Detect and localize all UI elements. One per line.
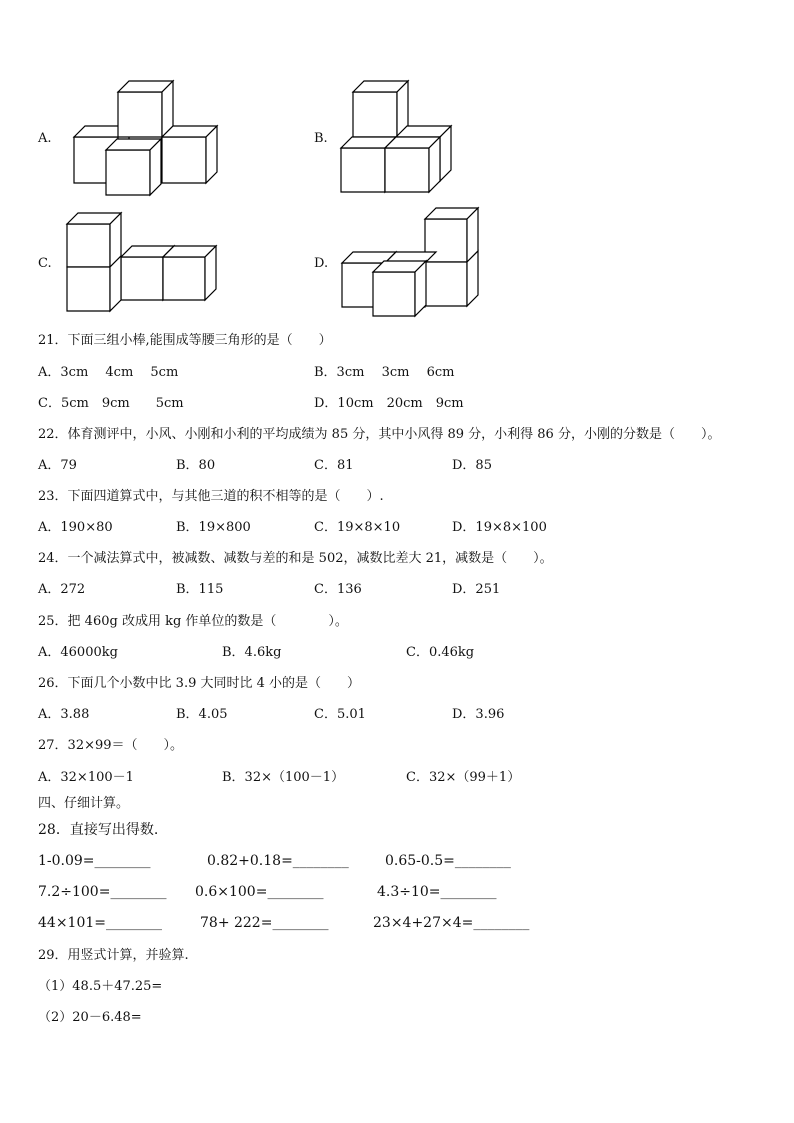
question-22-option-a[interactable]: A．79 — [38, 458, 77, 473]
question-25-option-b[interactable]: B．4.6kg — [222, 645, 282, 660]
question-29-title: 29．用竖式计算，并验算. — [38, 948, 189, 963]
cube-b-top — [353, 81, 408, 137]
question-27-option-a[interactable]: A．32×100－1 — [38, 770, 134, 785]
calc-item[interactable]: 1-0.09=________ — [38, 853, 151, 869]
option-b-label: B. — [314, 131, 328, 146]
question-26-option-d[interactable]: D．3.96 — [452, 707, 505, 722]
question-27-stem: 27．32×99＝（ ）。 — [38, 738, 184, 753]
question-27-option-c[interactable]: C．32×（99＋1） — [406, 770, 521, 785]
question-25-option-a[interactable]: A．46000kg — [38, 645, 118, 660]
question-26-option-a[interactable]: A．3.88 — [38, 707, 90, 722]
cube-b-front-right — [385, 137, 440, 192]
question-22-option-d[interactable]: D．85 — [452, 458, 492, 473]
question-21-option-d[interactable]: D．10cm 20cm 9cm — [314, 396, 464, 411]
calc-item[interactable]: 0.6×100=________ — [195, 884, 324, 900]
question-23-stem: 23．下面四道算式中，与其他三道的积不相等的是（ ）. — [38, 489, 384, 504]
question-24-option-a[interactable]: A．272 — [38, 582, 86, 597]
question-25-option-c[interactable]: C．0.46kg — [406, 645, 475, 660]
calc-item[interactable]: 78+ 222=________ — [200, 915, 329, 931]
question-29-item-2: （2）20－6.48= — [38, 1010, 142, 1025]
question-24-option-c[interactable]: C．136 — [314, 582, 362, 597]
calc-item[interactable]: 7.2÷100=________ — [38, 884, 167, 900]
calc-item[interactable]: 0.65-0.5=________ — [385, 853, 511, 869]
question-26-option-b[interactable]: B．4.05 — [176, 707, 228, 722]
cube-a-top — [118, 81, 173, 137]
option-d-label: D. — [314, 256, 329, 271]
question-29-item-1: （1）48.5＋47.25= — [38, 979, 163, 994]
question-21-stem: 21．下面三组小棒,能围成等腰三角形的是（ ） — [38, 333, 332, 348]
cube-c-upper — [67, 213, 121, 267]
question-24-stem: 24．一个减法算式中，被减数、减数与差的和是 502，减数比差大 21，减数是（ ）。 — [38, 551, 553, 566]
question-23-option-c[interactable]: C．19×8×10 — [314, 520, 401, 535]
option-a-label: A. — [38, 131, 52, 146]
question-28-title: 28．直接写出得数. — [38, 822, 159, 838]
calc-item[interactable]: 44×101=________ — [38, 915, 162, 931]
question-23-option-a[interactable]: A．190×80 — [38, 520, 113, 535]
question-23-option-b[interactable]: B．19×800 — [176, 520, 251, 535]
question-24-option-b[interactable]: B．115 — [176, 582, 224, 597]
cube-a-front — [106, 139, 161, 195]
question-21-option-c[interactable]: C．5cm 9cm 5cm — [38, 396, 184, 411]
option-c-label: C. — [38, 256, 52, 271]
question-24-option-d[interactable]: D．251 — [452, 582, 501, 597]
section-4-heading: 四、仔细计算。 — [38, 796, 130, 811]
question-23-option-d[interactable]: D．19×8×100 — [452, 520, 547, 535]
calc-item[interactable]: 0.82+0.18=________ — [207, 853, 349, 869]
question-22-stem: 22．体育测评中，小风、小刚和小利的平均成绩为 85 分，其中小风得 89 分，小利得 86 分，小刚的分数是（ ）。 — [38, 427, 721, 442]
cube-c-right-2 — [163, 246, 216, 300]
cube-d-front — [373, 261, 426, 316]
question-21-option-a[interactable]: A．3cm 4cm 5cm — [38, 365, 179, 380]
cube-figure-a — [0, 0, 794, 340]
question-26-stem: 26．下面几个小数中比 3.9 大同时比 4 小的是（ ） — [38, 676, 361, 691]
question-21-option-b[interactable]: B．3cm 3cm 6cm — [314, 365, 455, 380]
calc-item[interactable]: 23×4+27×4=________ — [373, 915, 530, 931]
question-26-option-c[interactable]: C．5.01 — [314, 707, 366, 722]
cube-a-back-right — [162, 126, 217, 183]
question-25-stem: 25．把 460g 改成用 kg 作单位的数是（ ）。 — [38, 614, 348, 629]
question-22-option-b[interactable]: B．80 — [176, 458, 216, 473]
calc-item[interactable]: 4.3÷10=________ — [377, 884, 497, 900]
question-27-option-b[interactable]: B．32×（100－1） — [222, 770, 345, 785]
question-22-option-c[interactable]: C．81 — [314, 458, 354, 473]
